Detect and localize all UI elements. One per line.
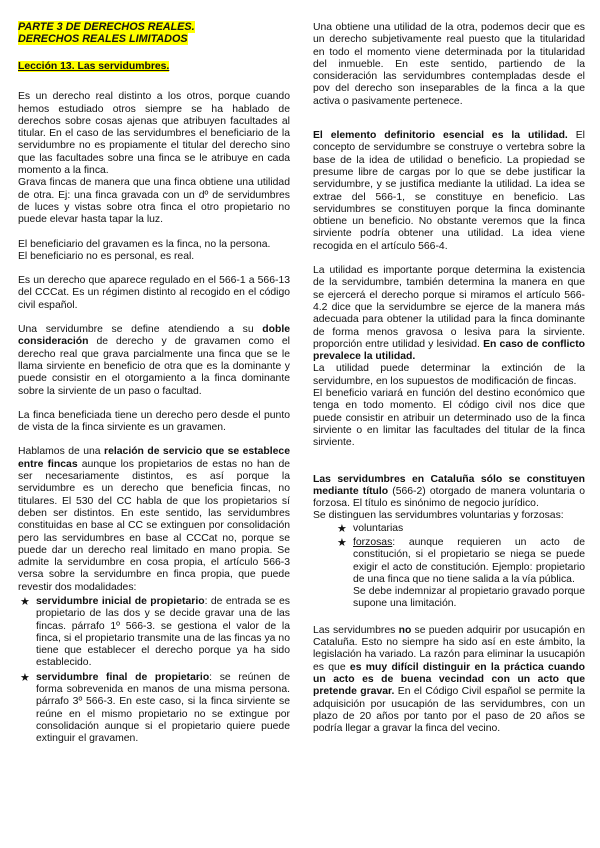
document-title (18, 22, 290, 45)
modalidades-list (18, 596, 290, 746)
star-bullet-icon: ★ (20, 595, 30, 608)
list-item: ★ voluntarias (337, 522, 404, 535)
lesson-heading: Lección 13. Las servidumbres. (18, 61, 170, 72)
list-item: ★ servidumbre final de propietario: se reúnen de forma sobrevenida en manos de una misma persona. párrafo 3º 566-3. En este caso, si la finca sirviente se reúne en el mismo propietario no se extingue por consolidación aunque si el propietario quiere puede extinguir el gravamen. (20, 671, 290, 745)
paragraph: El elemento definitorio esencial es la utilidad. El concepto de servidumbre se construye o vertebra sobre la base de la idea de utilidad o beneficio. La propiedad se presume libre de cargas por lo que se debe justificar la servidumbre, y se justifica mediante la utilidad. La idea se extrae del 566-1, se constituye en beneficio. Las servidumbres se constituyen porque la finca dominante obtiene un beneficio. No obstante veremos que la finca sirviente podría obtener una utilidad. La idea viene recogida en el artículo 566-4. (313, 130, 585, 252)
left-column (18, 22, 290, 748)
paragraph: La utilidad puede determinar la extinción de la servidumbre, en los supuestos de modificación de fincas. (313, 363, 585, 387)
paragraph: Las servidumbres en Cataluña sólo se constituyen mediante título (566-2) otorgado de manera voluntaria o forzosa. El título es sinónimo de negocio jurídico. (313, 473, 585, 510)
star-bullet-icon: ★ (337, 536, 347, 549)
paragraph: Es un derecho real distinto a los otros, porque cuando hemos estudiado otros siempre se ha hablado de derechos sobre cosas ajenas que atribuyen facultades al titular. En el caso de las servidumbres el beneficiario de la servidumbre no es propiamente el titular del derecho sino que las facultades sobre una finca se le atribuye en cada momento a la finca. (18, 91, 290, 177)
right-column (313, 22, 585, 747)
paragraph: El beneficiario del gravamen es la finca, no la persona. (18, 238, 271, 250)
paragraph: Las servidumbres no se pueden adquirir por usucapión en Cataluña. Esto no siempre ha sido así en este ámbito, la legislación ha variado. La razón para eliminar la usucapión es que es muy difícil distinguir en la práctica cuando un acto es de buena vecindad con un acto que pretende gravar. En el Código Civil español se permite la adquisición por usucapión de las servidumbres, con un plazo de 20 años por tanto por el paso de 20 años se podría llegar a gravar la finca del vecino. (313, 624, 585, 735)
paragraph: La finca beneficiada tiene un derecho pero desde el punto de vista de la finca sirviente es un gravamen. (18, 409, 290, 434)
list-item: ★ forzosas: aunque requieren un acto de constitución, si el propietario se niega se puede exigir el acto de constitución. Ejemplo: propietario de una finca que no tiene salida a la vía pública. Se debe indemnizar al propietario gravado porque supone una limitación. (337, 536, 585, 610)
title-line-2: DERECHOS REALES LIMITADOS (18, 32, 188, 45)
list-item: ★ servidumbre inicial de propietario: de entrada se es propietario de las dos y se decide gravar una de las fincas. párrafo 1º 566-3. se gestiona el valor de la finca, si el propietario transmite una de las fincas ya no tiene que establecer el derecho porque ya ha sido establecido. (20, 595, 290, 669)
paragraph: Es un derecho que aparece regulado en el 566-1 a 566-13 del CCCat. Es un régimen distinto al recogido en el código civil español. (18, 275, 290, 311)
paragraph: Hablamos de una relación de servicio que se establece entre fincas aunque los propietarios de estas no han de ser necesariamente distintos, es así porque la servidumbre es un derecho que beneficia fincas, no titulares. El 530 del CC habla de que los propietarios sí deben ser distintos. En este sentido, las servidumbres constituidas en base al CC se extinguen por consolidación pero las servidumbres en base al CCCat no, porque se puede dar un derecho real limitado en mano propia. Se admite la servidumbre en cosa propia, el artículo 566-3 versa sobre la servidumbre en finca propia, que puede revestir dos modalidades: (18, 446, 291, 593)
paragraph: Se distinguen las servidumbres voluntarias y forzosas: (313, 510, 564, 522)
servidumbre-types-list (313, 523, 585, 611)
paragraph: Grava fincas de manera que una finca obtiene una utilidad de otra. Ej: una finca gravada con un dº de servidumbres de luces y vistas sobre otra finca el otro propietario no puede elevar hasta tapar la luz. (18, 177, 290, 226)
star-bullet-icon: ★ (337, 522, 347, 535)
title-line-1: PARTE 3 DE DERECHOS REALES. (18, 21, 195, 33)
paragraph: Una servidumbre se define atendiendo a su doble consideración de derecho y de gravamen como el derecho real que grava parcialmente una finca que se le llama sirviente en beneficio de otra que es la dominante y puede consistir en el otorgamiento a la finca dominante sobre la sirviente de un paso o facultad. (18, 324, 290, 397)
paragraph: El beneficiario no es personal, es real. (18, 250, 195, 262)
paragraph: La utilidad es importante porque determina la existencia de la servidumbre, también determina la manera en que se ejercerá el derecho porque si miramos el artículo 566-4.2 dice que la servidumbre se ejerce de la manera más adecuada para obtener la utilidad para la finca dominante de forma menos gravosa o lesiva para la sirviente. proporción entre utilidad y lesividad. En caso de conflicto prevalece la utilidad. (313, 265, 585, 363)
paragraph: Una obtiene una utilidad de la otra, podemos decir que es un derecho subjetivamente real puesto que la titularidad en todo el momento viene determinada por la titularidad del inmueble. En este sentido, partiendo de la consideración las servidumbres contempladas desde el pov del derecho son inseparables de la finca a la que activa o pasivamente pertenece. (313, 22, 585, 107)
paragraph: El beneficio variará en función del destino económico que tenga en todo momento. El código civil nos dice que puede consistir en atribuir un determinado uso de la finca sirviente o en limitar las facultades del titular de la finca sirviente. (313, 388, 585, 449)
star-bullet-icon: ★ (20, 671, 30, 684)
